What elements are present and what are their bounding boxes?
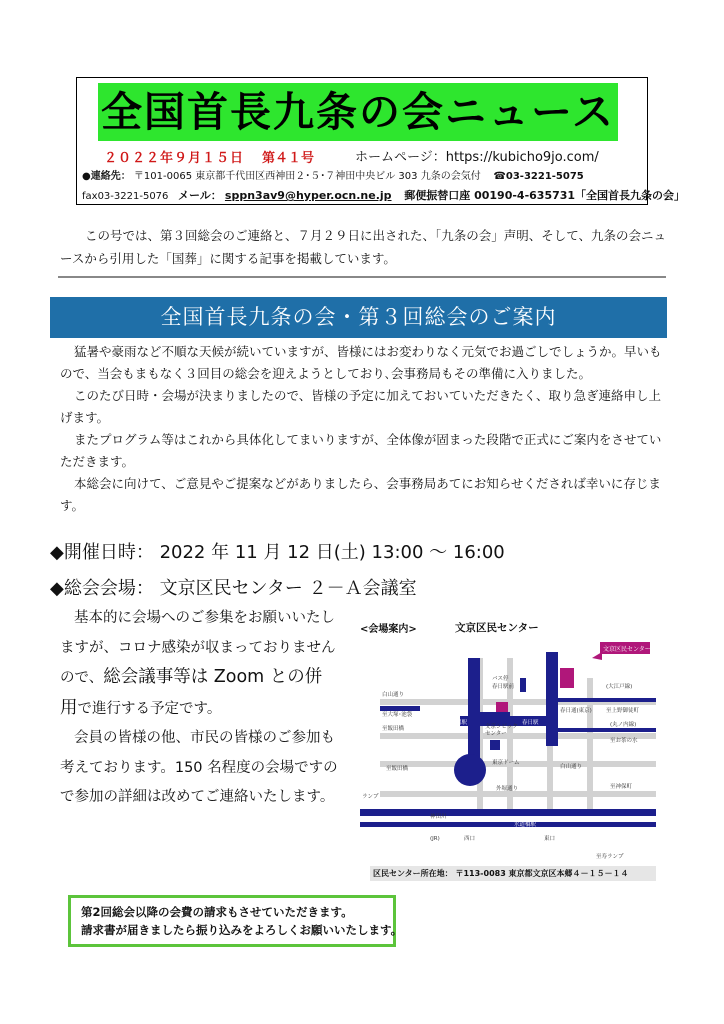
event-venue: ◆総会会場： 文京区民センター ２－Ａ会議室: [50, 578, 417, 599]
map-label-25: 至神保町: [610, 784, 633, 790]
event-date: ◆開催日時： 2022 年 11 月 12 日(土) 13:00 ～ 16:00: [50, 542, 505, 563]
paragraph-4: 本総会に向けて、ご意見やご提案などがありましたら、会事務局あてにお知らせくだされば幸いに存じます。: [60, 476, 661, 513]
map-center-label: 文京区民センター: [603, 646, 651, 653]
map-label-1: 白山通り: [382, 692, 405, 698]
details-text: [60, 604, 338, 813]
map-label-14: (丸ノ内線): [610, 722, 637, 728]
address-value: 〒113-0083 東京都文京区本郷４－１５－１４: [455, 869, 629, 878]
map-label-24: 東口: [544, 836, 556, 842]
map-label-22: 水道橋駅: [514, 822, 537, 828]
map-label-16: 東京ドーム: [492, 760, 520, 766]
contact-address: 〒101-0065 東京都千代田区西神田２･５･７神田中央ビル 303 九条の会気付: [133, 171, 481, 182]
map-label-8: 文京シビック: [485, 724, 518, 730]
contact-label: ●連絡先：: [82, 171, 131, 182]
map-label-13: 至上野御徒町: [606, 708, 640, 714]
fax-line: [82, 187, 685, 203]
notice-line-2: 請求書が届きましたら振り込みをよろしくお願いいたします。: [81, 923, 403, 937]
section-title: 全国首長九条の会・第３回総会のご案内: [50, 297, 667, 338]
fax-number: fax03-3221-5076: [82, 191, 169, 202]
map-label-7: 春日駅: [522, 720, 539, 726]
map-label-18: 至飯田橋: [386, 766, 409, 772]
map-label-21: (JR): [430, 836, 440, 842]
mail-link[interactable]: sppn3av9@hyper.ocn.ne.jp: [224, 189, 392, 202]
issue-date: ２０２２年９月１５日: [104, 151, 245, 166]
map-label-2: 至大塚･池袋: [382, 712, 413, 718]
details-1a: 基本的に会場へのご参集をお願いいたしますが、コロナ感染が収まっておりませんので、: [60, 610, 336, 686]
venue-map: [360, 638, 656, 862]
phone-number: ☎03-3221-5075: [493, 171, 584, 182]
address-label: 区民センター所在地：: [373, 869, 453, 878]
details-1b: 総会議事等は Zoom との併用: [60, 667, 323, 718]
map-title-guide: <会場案内>: [360, 624, 417, 635]
notice-box: [68, 895, 403, 947]
details-2: 会員の皆様の他、市民の皆様のご参加も考えております。150 名程度の会場ですので参加の詳細は改めてご連絡いたします。: [60, 730, 338, 805]
details-1c: で進行する予定です。: [77, 700, 222, 717]
map-label-17: 外堀通り: [496, 786, 519, 792]
contact-line: [82, 167, 584, 182]
paragraph-1: 猛暑や豪雨など不順な天候が続いていますが、皆様にはお変わりなく元気でお過ごしでしょうか。早いもので、当会もまもなく３回目の総会を迎えようとしており､会事務局もその準備に入りました。: [60, 344, 662, 381]
map-label-20: 神田川: [430, 814, 447, 820]
map-label-12: 春日通(東京): [560, 708, 592, 714]
paragraph-2: このたび日時・会場が決まりましたので、皆様の予定に加えておいていただきたく、取り急ぎ連絡申し上げます。: [60, 388, 662, 425]
mail-label: メール：: [177, 189, 222, 202]
map-label-4: バス停: [492, 676, 509, 682]
intro-text: この号では、第３回総会のご連絡と、７月２９日に出された、「九条の会」声明、そして、九条の会ニュースから引用した「国葬」に関する記事を掲載しています。: [60, 228, 667, 266]
postal-transfer: 郵便振替口座 00190-4-635731「全国首長九条の会」: [404, 189, 686, 202]
masthead-title: 全国首長九条の会ニュース: [98, 83, 618, 141]
map-label-23: 西口: [464, 836, 476, 842]
map-label-5: 春日駅前: [492, 684, 515, 690]
map-title-venue: 文京区民センター: [455, 622, 539, 634]
issue-number: 第４１号: [262, 151, 315, 166]
map-label-27: 白山通り: [560, 764, 583, 770]
map-label-11: (大江戸線): [606, 684, 633, 690]
homepage-link[interactable]: ホームページ：https://kubicho9jo.com/: [355, 150, 599, 165]
map-label-19: ランプ: [362, 794, 379, 800]
map-address: [370, 866, 656, 881]
map-label-6: 後楽園駅: [445, 720, 468, 726]
map-label-9: センター: [485, 731, 507, 737]
paragraph-3: またプログラム等はこれから具体化してまいりますが、全体像が固まった段階で正式にご案内をさせていただきます。: [60, 432, 662, 469]
map-label-26: 至寿ランプ: [596, 854, 624, 860]
divider: [58, 276, 666, 278]
map-label-3: 至飯田橋: [382, 726, 405, 732]
map-label-15: 至お茶の水: [610, 738, 638, 744]
notice-line-1: 第2回総会以降の会費の請求もさせていただきます。: [81, 905, 353, 919]
